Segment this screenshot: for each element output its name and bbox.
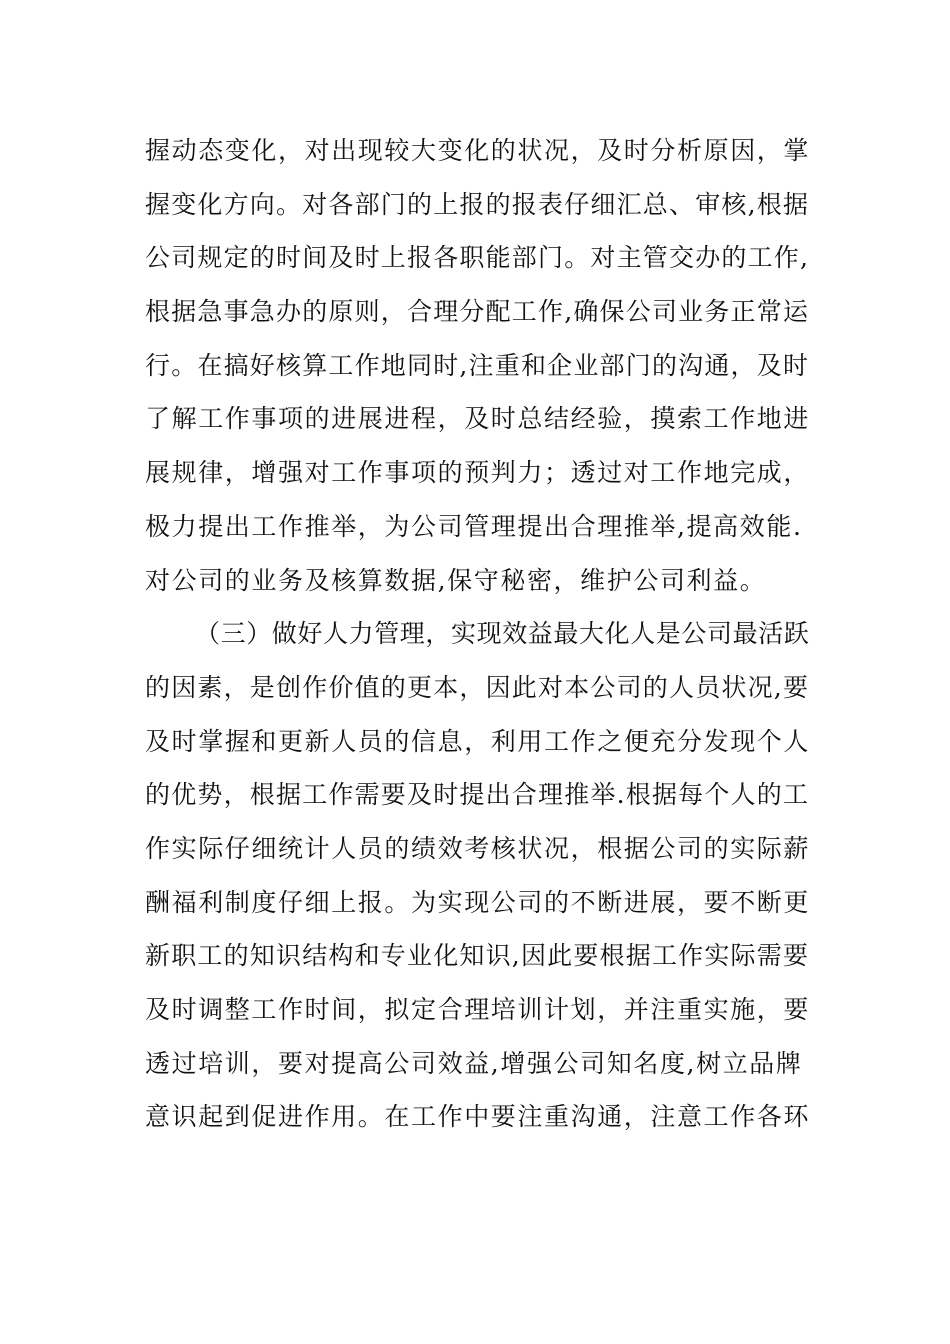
section-heading-line: （三）做好人力管理，实现效益最大化人是公司最活跃 — [195, 619, 810, 649]
text-line: 对公司的业务及核算数据,保守秘密，维护公司利益。 — [145, 565, 767, 595]
text-line: 透过培训，要对提高公司效益,增强公司知名度,树立品牌 — [145, 1048, 803, 1078]
text-line: 展规律，增强对工作事项的预判力；透过对工作地完成， — [145, 458, 811, 488]
body-text — [145, 128, 810, 1148]
text-line: 极力提出工作推举，为公司管理提出合理推举,提高效能. — [145, 511, 803, 541]
text-line: 握动态变化，对出现较大变化的状况，及时分析原因，掌 — [145, 136, 811, 165]
text-line: 及时掌握和更新人员的信息，利用工作之便充分发现个人 — [145, 726, 811, 756]
text-line: 公司规定的时间及时上报各职能部门。对主管交办的工作, — [145, 243, 810, 273]
text-line: 了解工作事项的进展进程，及时总结经验，摸索工作地进 — [145, 404, 811, 434]
text-line: 意识起到促进作用。在工作中要注重沟通，注意工作各环 — [145, 1102, 811, 1132]
text-line: 作实际仔细统计人员的绩效考核状况，根据公司的实际薪 — [145, 833, 811, 863]
text-line: 握变化方向。对各部门的上报的报表仔细汇总、审核,根据 — [145, 189, 810, 219]
text-line: 根据急事急办的原则，合理分配工作,确保公司业务正常运 — [145, 297, 810, 327]
text-line: 行。在搞好核算工作地同时,注重和企业部门的沟通，及时 — [145, 350, 810, 380]
text-line: 的优势，根据工作需要及时提出合理推举.根据每个人的工 — [145, 780, 810, 810]
text-line: 及时调整工作时间，拟定合理培训计划，并注重实施，要 — [145, 995, 811, 1024]
text-line: 新职工的知识结构和专业化知识,因此要根据工作实际需要 — [145, 941, 810, 971]
text-line: 酬福利制度仔细上报。为实现公司的不断进展，要不断更 — [145, 887, 811, 917]
text-line: 的因素，是创作价值的更本，因此对本公司的人员状况,要 — [145, 672, 810, 702]
